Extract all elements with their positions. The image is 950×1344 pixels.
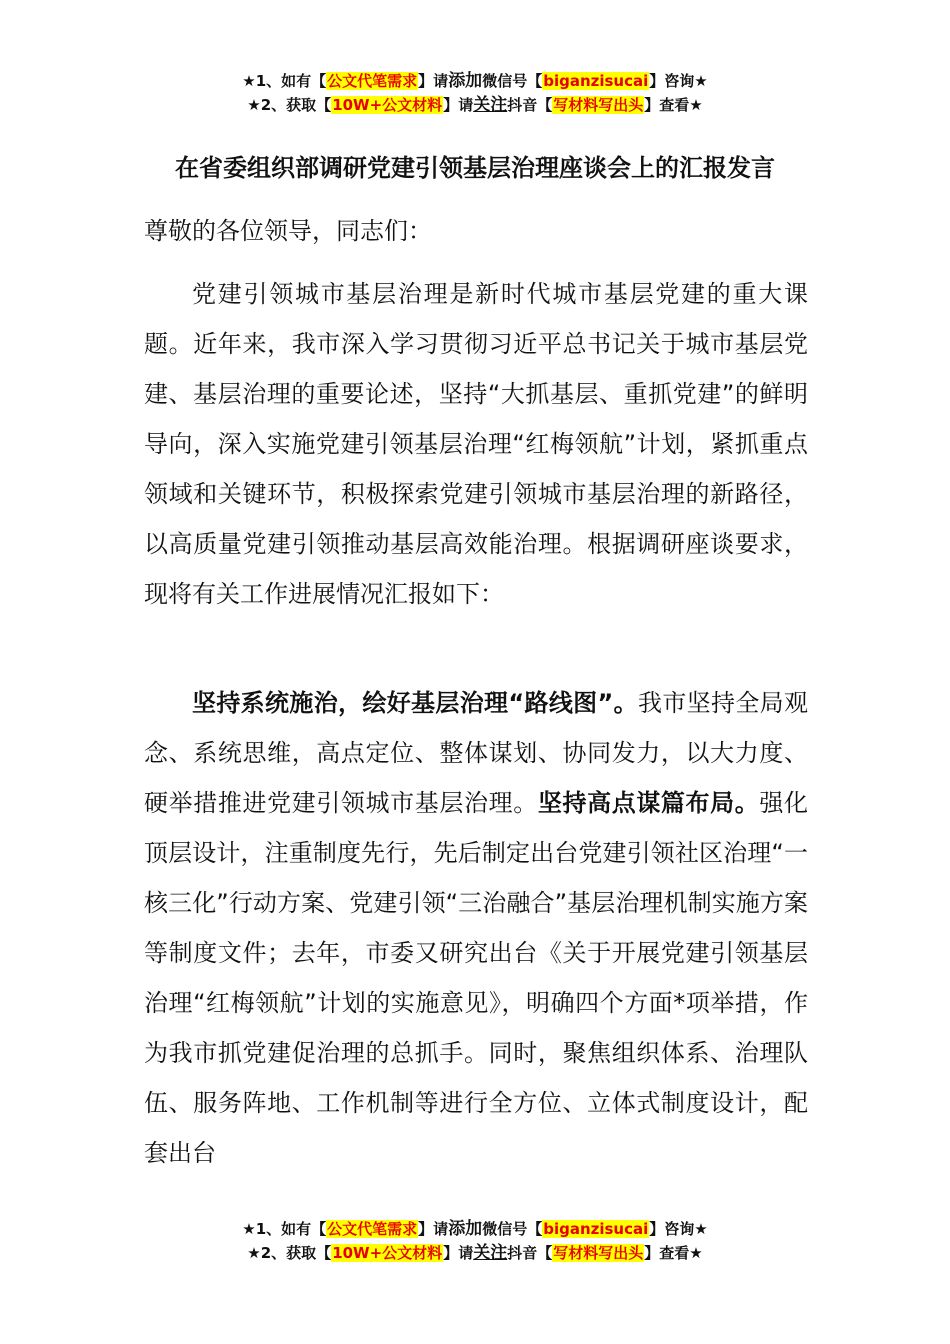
promo-text: 】请 (418, 72, 449, 90)
paragraph-system-governance (144, 678, 808, 1178)
promo-text: ★2、获取【 (247, 1244, 332, 1262)
promo-highlight: 10W+公文材料 (332, 96, 443, 114)
paragraph-text: 我市坚持全局观念、系统思维，高点定位、整体谋划、协同发力，以大力度、硬举措推进党建引领城市基层治理。 (144, 689, 809, 817)
promo-text: 微信号【 (482, 72, 543, 90)
promo-text: 抖音【 (507, 96, 553, 114)
promo-text: 】咨询★ (649, 72, 708, 90)
promo-text: 】查看★ (644, 1244, 703, 1262)
document-title: 在省委组织部调研党建引领基层治理座谈会上的汇报发言 (175, 154, 775, 182)
promo-line-1 (0, 69, 950, 93)
paragraph-intro: 党建引领城市基层治理是新时代城市基层党建的重大课题。近年来，我市深入学习贯彻习近平总书记关于城市基层党建、基层治理的重要论述，坚持“大抓基层、重抓党建”的鲜明导向，深入实施党建引领基层治理“红梅领航”计划，紧抓重点领域和关键环节，积极探索党建引领城市基层治理的新路径，以高质量党建引领推动基层高效能治理。根据调研座谈要求，现将有关工作进展情况汇报如下： (144, 280, 808, 608)
promo-douyin-id: 写材料写出头 (553, 96, 644, 114)
promo-text: 抖音【 (507, 1244, 553, 1262)
promo-text: 】请 (443, 96, 474, 114)
promo-text: ★2、获取【 (247, 96, 332, 114)
paragraph-text: 强化顶层设计，注重制度先行，先后制定出台党建引领社区治理“一核三化”行动方案、党建引领“三治融合”基层治理机制实施方案等制度文件；去年，市委又研究出台《关于开展党建引领基层治理“红梅领航”计划的实施意见》，明确四个方面*项举措，作为我市抓党建促治理的总抓手。同时，聚焦组织体系、治理队伍、服务阵地、工作机制等进行全方位、立体式制度设计，配套出台 (144, 789, 809, 1167)
promo-douyin-id: 写材料写出头 (553, 1244, 644, 1262)
promo-emphasis: 关注 (473, 95, 508, 115)
promo-emphasis: 添加 (448, 1219, 483, 1239)
promo-highlight: 公文代笔需求 (327, 72, 418, 90)
promo-line-1 (0, 1217, 950, 1241)
promo-text: 】咨询★ (649, 1220, 708, 1238)
subsection-heading: 坚持高点谋篇布局。 (537, 789, 760, 817)
section-heading: 坚持系统施治，绘好基层治理“路线图”。 (192, 689, 638, 717)
promo-line-2 (0, 93, 950, 117)
promo-emphasis: 添加 (448, 71, 483, 91)
header-promo-banner (0, 69, 950, 117)
promo-text: ★1、如有【 (242, 1220, 327, 1238)
promo-line-2 (0, 1241, 950, 1265)
promo-wechat-id: biganzisucai (543, 72, 649, 90)
promo-text: 】查看★ (644, 96, 703, 114)
promo-emphasis: 关注 (473, 1243, 508, 1263)
promo-text: ★1、如有【 (242, 72, 327, 90)
promo-highlight: 10W+公文材料 (332, 1244, 443, 1262)
promo-text: 】请 (443, 1244, 474, 1262)
promo-text: 微信号【 (482, 1220, 543, 1238)
promo-text: 】请 (418, 1220, 449, 1238)
promo-highlight: 公文代笔需求 (327, 1220, 418, 1238)
promo-wechat-id: biganzisucai (543, 1220, 649, 1238)
salutation: 尊敬的各位领导，同志们： (144, 217, 432, 245)
footer-promo-banner (0, 1217, 950, 1265)
